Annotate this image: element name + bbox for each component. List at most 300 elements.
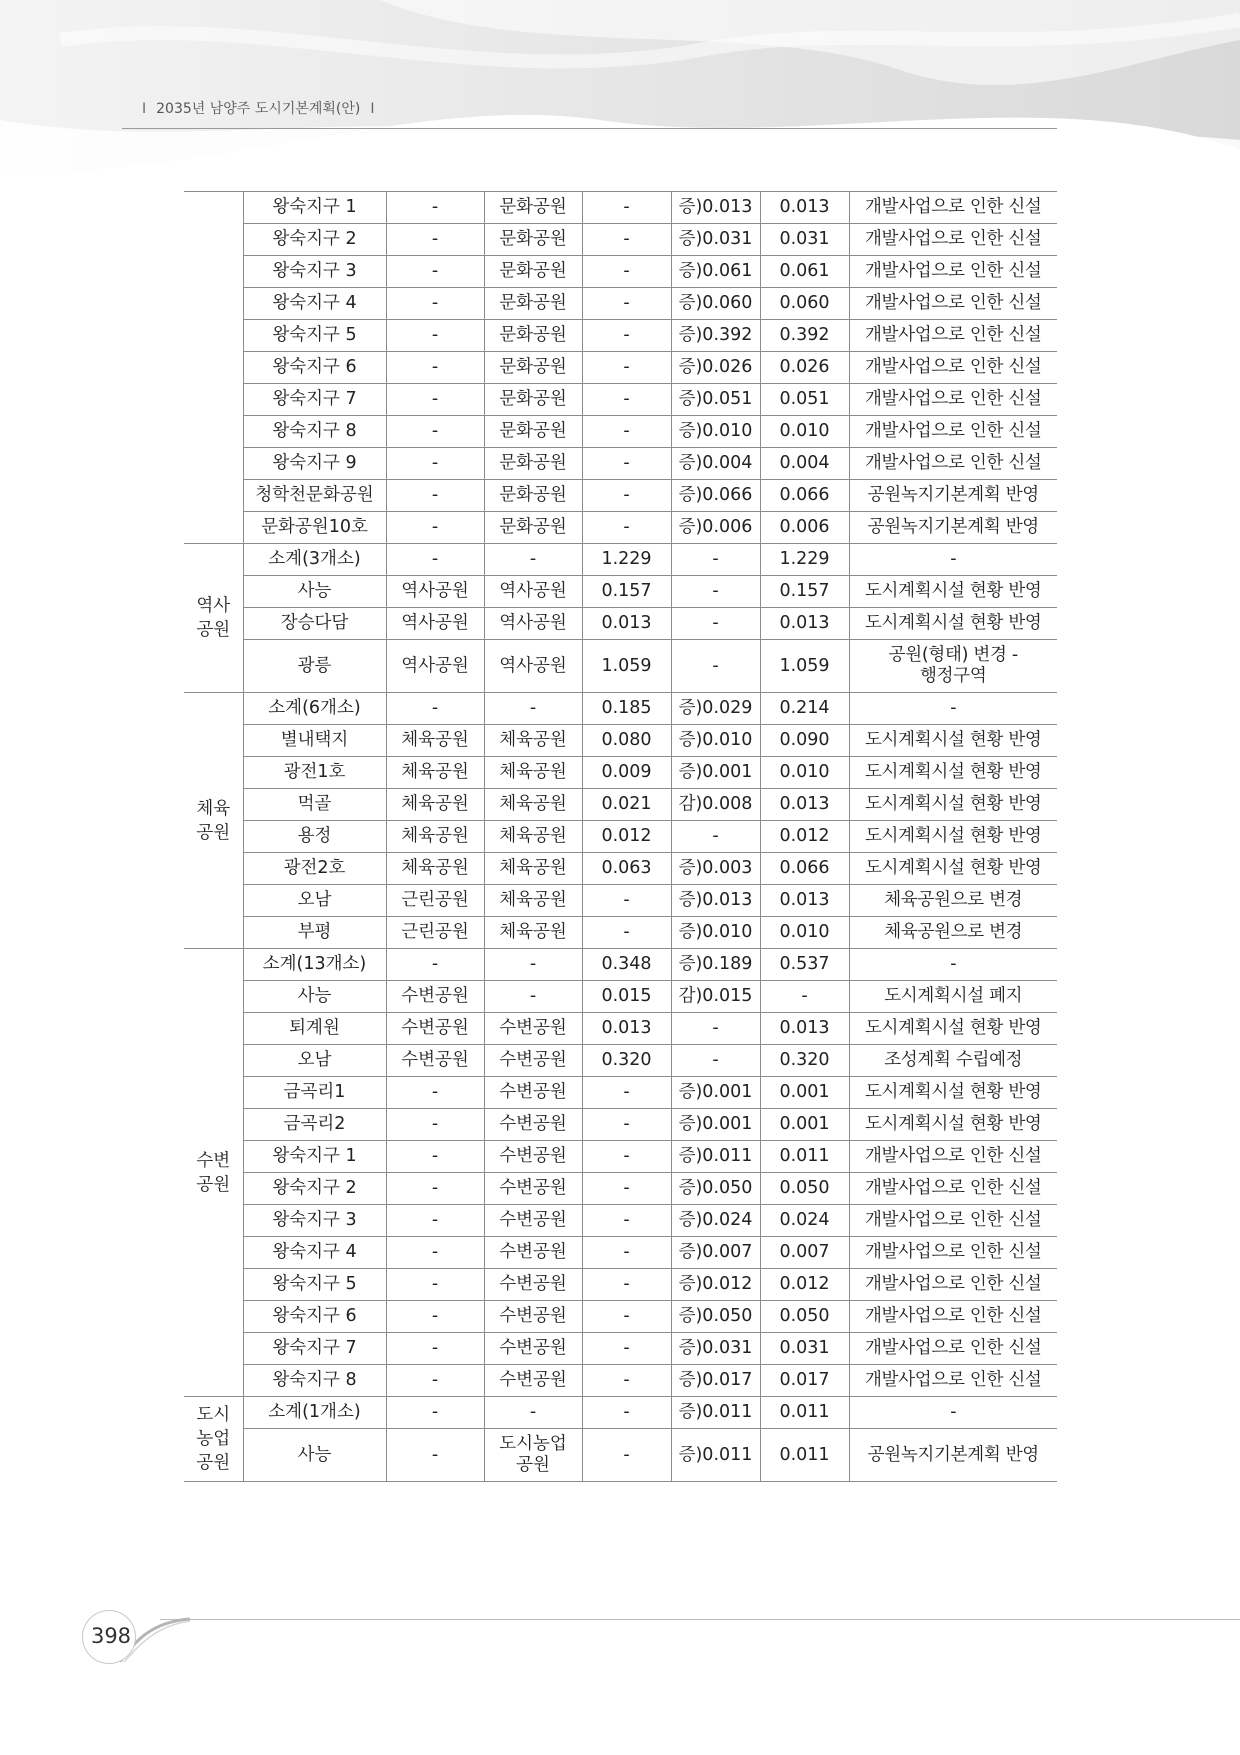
area-after-cell: 0.157: [760, 576, 849, 608]
area-after-cell: 0.017: [760, 1365, 849, 1397]
table-row: [184, 1077, 1057, 1109]
header-decoration: [0, 0, 1240, 180]
area-change-cell: -: [671, 640, 760, 693]
area-change-cell: 증)0.011: [671, 1429, 760, 1482]
before-type-cell: 체육공원: [386, 789, 484, 821]
remark-cell: 개발사업으로 인한 신설: [849, 256, 1057, 288]
page-number: 398: [90, 1624, 132, 1648]
park-name-cell: 금곡리2: [243, 1109, 386, 1141]
area-after-cell: 0.066: [760, 480, 849, 512]
park-name-cell: 문화공원10호: [243, 512, 386, 544]
before-type-cell: -: [386, 480, 484, 512]
after-type-cell: 체육공원: [484, 757, 582, 789]
park-name-cell: 왕숙지구 5: [243, 320, 386, 352]
after-type-cell: 체육공원: [484, 725, 582, 757]
table-row: [184, 821, 1057, 853]
area-change-cell: 증)0.051: [671, 384, 760, 416]
area-change-cell: 증)0.006: [671, 512, 760, 544]
area-before-cell: 0.013: [582, 608, 671, 640]
area-before-cell: 0.009: [582, 757, 671, 789]
remark-cell: -: [849, 544, 1057, 576]
before-type-cell: 근린공원: [386, 917, 484, 949]
area-after-cell: 0.024: [760, 1205, 849, 1237]
area-before-cell: -: [582, 1397, 671, 1429]
area-after-cell: 0.012: [760, 1269, 849, 1301]
area-change-cell: 증)0.031: [671, 1333, 760, 1365]
before-type-cell: -: [386, 949, 484, 981]
area-before-cell: 0.348: [582, 949, 671, 981]
area-after-cell: 0.090: [760, 725, 849, 757]
area-after-cell: 0.013: [760, 1013, 849, 1045]
table-body: [184, 192, 1057, 1482]
remark-cell: 개발사업으로 인한 신설: [849, 416, 1057, 448]
park-name-cell: 금곡리1: [243, 1077, 386, 1109]
remark-cell: 도시계획시설 현황 반영: [849, 853, 1057, 885]
area-before-cell: -: [582, 480, 671, 512]
area-after-cell: 0.007: [760, 1237, 849, 1269]
document-title: 2035년 남양주 도시기본계획(안): [156, 101, 361, 117]
before-type-cell: -: [386, 1301, 484, 1333]
park-name-cell: 왕숙지구 1: [243, 192, 386, 224]
area-before-cell: -: [582, 885, 671, 917]
park-name-cell: 청학천문화공원: [243, 480, 386, 512]
area-after-cell: 0.320: [760, 1045, 849, 1077]
park-name-cell: 광전1호: [243, 757, 386, 789]
area-change-cell: 증)0.050: [671, 1173, 760, 1205]
before-type-cell: 수변공원: [386, 1013, 484, 1045]
area-after-cell: 0.066: [760, 853, 849, 885]
park-name-cell: 소계(13개소): [243, 949, 386, 981]
park-name-cell: 소계(6개소): [243, 693, 386, 725]
area-before-cell: -: [582, 1077, 671, 1109]
table-row: [184, 1237, 1057, 1269]
area-before-cell: -: [582, 1109, 671, 1141]
table-row: [184, 789, 1057, 821]
remark-cell: 개발사업으로 인한 신설: [849, 352, 1057, 384]
area-after-cell: 0.050: [760, 1301, 849, 1333]
area-after-cell: 0.061: [760, 256, 849, 288]
remark-cell: 공원녹지기본계획 반영: [849, 1429, 1057, 1482]
area-before-cell: 0.012: [582, 821, 671, 853]
table-row: [184, 576, 1057, 608]
park-name-cell: 왕숙지구 2: [243, 224, 386, 256]
after-type-cell: 수변공원: [484, 1237, 582, 1269]
before-type-cell: -: [386, 192, 484, 224]
after-type-cell: 수변공원: [484, 1173, 582, 1205]
table-row: [184, 640, 1057, 693]
table-row: [184, 352, 1057, 384]
area-change-cell: 증)0.060: [671, 288, 760, 320]
park-name-cell: 먹골: [243, 789, 386, 821]
park-name-cell: 퇴계원: [243, 1013, 386, 1045]
remark-cell: 도시계획시설 현황 반영: [849, 1013, 1057, 1045]
area-change-cell: 증)0.029: [671, 693, 760, 725]
park-name-cell: 광전2호: [243, 853, 386, 885]
table-row: [184, 512, 1057, 544]
area-after-cell: -: [760, 981, 849, 1013]
park-name-cell: 소계(1개소): [243, 1397, 386, 1429]
before-type-cell: 역사공원: [386, 576, 484, 608]
table-row: [184, 1173, 1057, 1205]
area-before-cell: -: [582, 224, 671, 256]
remark-cell: 도시계획시설 현황 반영: [849, 1109, 1057, 1141]
park-name-cell: 왕숙지구 8: [243, 416, 386, 448]
area-change-cell: 증)0.031: [671, 224, 760, 256]
remark-cell: 개발사업으로 인한 신설: [849, 1365, 1057, 1397]
table-row: [184, 917, 1057, 949]
before-type-cell: 수변공원: [386, 1045, 484, 1077]
after-type-cell: 수변공원: [484, 1013, 582, 1045]
park-name-cell: 왕숙지구 3: [243, 256, 386, 288]
area-change-cell: 증)0.010: [671, 917, 760, 949]
remark-cell: 공원녹지기본계획 반영: [849, 512, 1057, 544]
area-change-cell: 증)0.003: [671, 853, 760, 885]
after-type-cell: 문화공원: [484, 224, 582, 256]
park-name-cell: 부평: [243, 917, 386, 949]
remark-cell: 개발사업으로 인한 신설: [849, 288, 1057, 320]
after-type-cell: 문화공원: [484, 416, 582, 448]
after-type-cell: 수변공원: [484, 1045, 582, 1077]
area-change-cell: -: [671, 576, 760, 608]
park-name-cell: 왕숙지구 3: [243, 1205, 386, 1237]
area-before-cell: 0.157: [582, 576, 671, 608]
park-name-cell: 별내택지: [243, 725, 386, 757]
after-type-cell: 역사공원: [484, 608, 582, 640]
area-after-cell: 0.031: [760, 1333, 849, 1365]
park-plan-table: [184, 191, 1057, 1482]
remark-cell: -: [849, 949, 1057, 981]
table-row: [184, 1013, 1057, 1045]
area-before-cell: 0.013: [582, 1013, 671, 1045]
area-change-cell: 감)0.015: [671, 981, 760, 1013]
area-change-cell: 증)0.001: [671, 757, 760, 789]
table-row: [184, 224, 1057, 256]
area-change-cell: 증)0.010: [671, 416, 760, 448]
before-type-cell: -: [386, 384, 484, 416]
remark-cell: 개발사업으로 인한 신설: [849, 1205, 1057, 1237]
remark-cell: 개발사업으로 인한 신설: [849, 1141, 1057, 1173]
table-row: [184, 885, 1057, 917]
area-before-cell: -: [582, 256, 671, 288]
category-cell: 수변 공원: [184, 949, 243, 1397]
area-change-cell: 감)0.008: [671, 789, 760, 821]
remark-cell: 도시계획시설 현황 반영: [849, 757, 1057, 789]
before-type-cell: -: [386, 288, 484, 320]
area-before-cell: 0.320: [582, 1045, 671, 1077]
area-change-cell: -: [671, 1013, 760, 1045]
area-after-cell: 0.013: [760, 789, 849, 821]
header-rule: [122, 128, 1057, 129]
remark-cell: 개발사업으로 인한 신설: [849, 1301, 1057, 1333]
area-change-cell: 증)0.013: [671, 192, 760, 224]
after-type-cell: 문화공원: [484, 512, 582, 544]
remark-cell: -: [849, 1397, 1057, 1429]
table-row: [184, 1365, 1057, 1397]
park-name-cell: 왕숙지구 4: [243, 1237, 386, 1269]
area-change-cell: 증)0.026: [671, 352, 760, 384]
area-before-cell: -: [582, 1429, 671, 1482]
table-row: [184, 725, 1057, 757]
after-type-cell: 체육공원: [484, 789, 582, 821]
after-type-cell: 체육공원: [484, 917, 582, 949]
park-name-cell: 왕숙지구 4: [243, 288, 386, 320]
table-row: [184, 1141, 1057, 1173]
park-name-cell: 왕숙지구 7: [243, 384, 386, 416]
before-type-cell: -: [386, 1269, 484, 1301]
area-change-cell: 증)0.010: [671, 725, 760, 757]
area-after-cell: 0.011: [760, 1397, 849, 1429]
area-change-cell: 증)0.061: [671, 256, 760, 288]
park-name-cell: 왕숙지구 5: [243, 1269, 386, 1301]
park-name-cell: 왕숙지구 1: [243, 1141, 386, 1173]
area-after-cell: 0.004: [760, 448, 849, 480]
park-name-cell: 오남: [243, 885, 386, 917]
area-before-cell: -: [582, 1237, 671, 1269]
remark-cell: 도시계획시설 현황 반영: [849, 725, 1057, 757]
table-row: [184, 416, 1057, 448]
table-row: [184, 757, 1057, 789]
area-change-cell: 증)0.017: [671, 1365, 760, 1397]
table-row: [184, 1045, 1057, 1077]
area-change-cell: -: [671, 821, 760, 853]
area-before-cell: 0.015: [582, 981, 671, 1013]
before-type-cell: 체육공원: [386, 821, 484, 853]
area-after-cell: 0.006: [760, 512, 849, 544]
table-row: [184, 448, 1057, 480]
after-type-cell: -: [484, 1397, 582, 1429]
area-before-cell: 0.185: [582, 693, 671, 725]
area-before-cell: -: [582, 1269, 671, 1301]
after-type-cell: 체육공원: [484, 885, 582, 917]
before-type-cell: 체육공원: [386, 853, 484, 885]
park-name-cell: 사능: [243, 576, 386, 608]
park-name-cell: 소계(3개소): [243, 544, 386, 576]
park-name-cell: 왕숙지구 6: [243, 1301, 386, 1333]
remark-cell: 도시계획시설 현황 반영: [849, 1077, 1057, 1109]
after-type-cell: 문화공원: [484, 256, 582, 288]
park-name-cell: 왕숙지구 6: [243, 352, 386, 384]
area-after-cell: 0.051: [760, 384, 849, 416]
park-name-cell: 사능: [243, 1429, 386, 1482]
area-change-cell: 증)0.024: [671, 1205, 760, 1237]
before-type-cell: -: [386, 1429, 484, 1482]
remark-cell: 개발사업으로 인한 신설: [849, 1173, 1057, 1205]
area-change-cell: -: [671, 1045, 760, 1077]
area-change-cell: 증)0.012: [671, 1269, 760, 1301]
area-after-cell: 0.026: [760, 352, 849, 384]
before-type-cell: 역사공원: [386, 608, 484, 640]
table-row: [184, 1269, 1057, 1301]
park-name-cell: 용정: [243, 821, 386, 853]
category-cell: [184, 192, 243, 544]
area-before-cell: -: [582, 1173, 671, 1205]
park-name-cell: 사능: [243, 981, 386, 1013]
before-type-cell: 역사공원: [386, 640, 484, 693]
remark-cell: 체육공원으로 변경: [849, 917, 1057, 949]
remark-cell: 개발사업으로 인한 신설: [849, 1269, 1057, 1301]
area-before-cell: -: [582, 320, 671, 352]
after-type-cell: 문화공원: [484, 288, 582, 320]
remark-cell: 공원녹지기본계획 반영: [849, 480, 1057, 512]
table-row: [184, 1397, 1057, 1429]
before-type-cell: 체육공원: [386, 757, 484, 789]
before-type-cell: 근린공원: [386, 885, 484, 917]
after-type-cell: 역사공원: [484, 640, 582, 693]
area-before-cell: -: [582, 384, 671, 416]
area-change-cell: 증)0.066: [671, 480, 760, 512]
area-after-cell: 0.214: [760, 693, 849, 725]
before-type-cell: -: [386, 1237, 484, 1269]
remark-cell: 개발사업으로 인한 신설: [849, 1333, 1057, 1365]
area-before-cell: 0.063: [582, 853, 671, 885]
before-type-cell: -: [386, 1365, 484, 1397]
remark-cell: 체육공원으로 변경: [849, 885, 1057, 917]
area-after-cell: 0.050: [760, 1173, 849, 1205]
area-before-cell: -: [582, 1333, 671, 1365]
remark-cell: 개발사업으로 인한 신설: [849, 192, 1057, 224]
table-row: [184, 288, 1057, 320]
before-type-cell: -: [386, 1205, 484, 1237]
area-before-cell: -: [582, 288, 671, 320]
before-type-cell: -: [386, 448, 484, 480]
table-row: [184, 1333, 1057, 1365]
before-type-cell: -: [386, 352, 484, 384]
table-row: [184, 1301, 1057, 1333]
area-change-cell: 증)0.011: [671, 1141, 760, 1173]
area-after-cell: 0.001: [760, 1109, 849, 1141]
remark-cell: 도시계획시설 현황 반영: [849, 789, 1057, 821]
table-row: [184, 693, 1057, 725]
park-name-cell: 왕숙지구 9: [243, 448, 386, 480]
before-type-cell: -: [386, 1333, 484, 1365]
table-row: [184, 981, 1057, 1013]
area-before-cell: -: [582, 1141, 671, 1173]
after-type-cell: 수변공원: [484, 1333, 582, 1365]
remark-cell: 도시계획시설 현황 반영: [849, 821, 1057, 853]
area-change-cell: 증)0.007: [671, 1237, 760, 1269]
footer-rule: [160, 1619, 1240, 1620]
before-type-cell: -: [386, 416, 484, 448]
table-row: [184, 320, 1057, 352]
area-before-cell: 1.059: [582, 640, 671, 693]
area-after-cell: 0.537: [760, 949, 849, 981]
before-type-cell: -: [386, 1077, 484, 1109]
after-type-cell: 수변공원: [484, 1109, 582, 1141]
running-header: [132, 98, 385, 118]
area-after-cell: 0.392: [760, 320, 849, 352]
area-change-cell: 증)0.050: [671, 1301, 760, 1333]
area-before-cell: -: [582, 917, 671, 949]
table-row: [184, 608, 1057, 640]
after-type-cell: 문화공원: [484, 320, 582, 352]
remark-cell: 도시계획시설 폐지: [849, 981, 1057, 1013]
area-before-cell: -: [582, 192, 671, 224]
park-name-cell: 왕숙지구 7: [243, 1333, 386, 1365]
after-type-cell: -: [484, 693, 582, 725]
after-type-cell: 수변공원: [484, 1141, 582, 1173]
after-type-cell: 수변공원: [484, 1301, 582, 1333]
after-type-cell: 수변공원: [484, 1269, 582, 1301]
header-bar-right: I: [370, 101, 375, 117]
area-after-cell: 0.010: [760, 757, 849, 789]
area-change-cell: -: [671, 544, 760, 576]
remark-cell: -: [849, 693, 1057, 725]
area-after-cell: 1.229: [760, 544, 849, 576]
table-row: [184, 480, 1057, 512]
area-before-cell: -: [582, 512, 671, 544]
park-name-cell: 오남: [243, 1045, 386, 1077]
park-name-cell: 광릉: [243, 640, 386, 693]
category-cell: 체육 공원: [184, 693, 243, 949]
after-type-cell: -: [484, 981, 582, 1013]
area-after-cell: 1.059: [760, 640, 849, 693]
area-after-cell: 0.012: [760, 821, 849, 853]
after-type-cell: 역사공원: [484, 576, 582, 608]
after-type-cell: 문화공원: [484, 480, 582, 512]
header-bar-left: I: [142, 101, 147, 117]
area-before-cell: -: [582, 448, 671, 480]
area-after-cell: 0.013: [760, 192, 849, 224]
remark-cell: 개발사업으로 인한 신설: [849, 384, 1057, 416]
area-change-cell: 증)0.189: [671, 949, 760, 981]
area-before-cell: 0.080: [582, 725, 671, 757]
area-after-cell: 0.011: [760, 1141, 849, 1173]
remark-cell: 도시계획시설 현황 반영: [849, 608, 1057, 640]
remark-cell: 개발사업으로 인한 신설: [849, 320, 1057, 352]
before-type-cell: -: [386, 224, 484, 256]
remark-cell: 개발사업으로 인한 신설: [849, 1237, 1057, 1269]
after-type-cell: -: [484, 544, 582, 576]
area-after-cell: 0.001: [760, 1077, 849, 1109]
after-type-cell: 체육공원: [484, 853, 582, 885]
before-type-cell: -: [386, 512, 484, 544]
area-after-cell: 0.013: [760, 608, 849, 640]
remark-cell: 공원(형태) 변경 - 행정구역: [849, 640, 1057, 693]
area-before-cell: -: [582, 352, 671, 384]
area-change-cell: 증)0.001: [671, 1109, 760, 1141]
category-cell: 도시 농업 공원: [184, 1397, 243, 1482]
table-row: [184, 853, 1057, 885]
area-before-cell: -: [582, 1301, 671, 1333]
area-after-cell: 0.060: [760, 288, 849, 320]
before-type-cell: -: [386, 320, 484, 352]
remark-cell: 개발사업으로 인한 신설: [849, 224, 1057, 256]
table-row: [184, 384, 1057, 416]
table-row: [184, 256, 1057, 288]
table-row: [184, 1205, 1057, 1237]
area-after-cell: 0.010: [760, 917, 849, 949]
area-before-cell: -: [582, 1205, 671, 1237]
after-type-cell: 문화공원: [484, 352, 582, 384]
area-after-cell: 0.031: [760, 224, 849, 256]
after-type-cell: 체육공원: [484, 821, 582, 853]
area-change-cell: 증)0.013: [671, 885, 760, 917]
before-type-cell: -: [386, 1397, 484, 1429]
before-type-cell: -: [386, 544, 484, 576]
before-type-cell: -: [386, 1109, 484, 1141]
park-name-cell: 왕숙지구 8: [243, 1365, 386, 1397]
area-after-cell: 0.011: [760, 1429, 849, 1482]
remark-cell: 개발사업으로 인한 신설: [849, 448, 1057, 480]
area-before-cell: -: [582, 416, 671, 448]
before-type-cell: -: [386, 256, 484, 288]
after-type-cell: 문화공원: [484, 384, 582, 416]
table-row: [184, 192, 1057, 224]
after-type-cell: 수변공원: [484, 1205, 582, 1237]
area-before-cell: 0.021: [582, 789, 671, 821]
after-type-cell: 문화공원: [484, 192, 582, 224]
park-name-cell: 장승다담: [243, 608, 386, 640]
